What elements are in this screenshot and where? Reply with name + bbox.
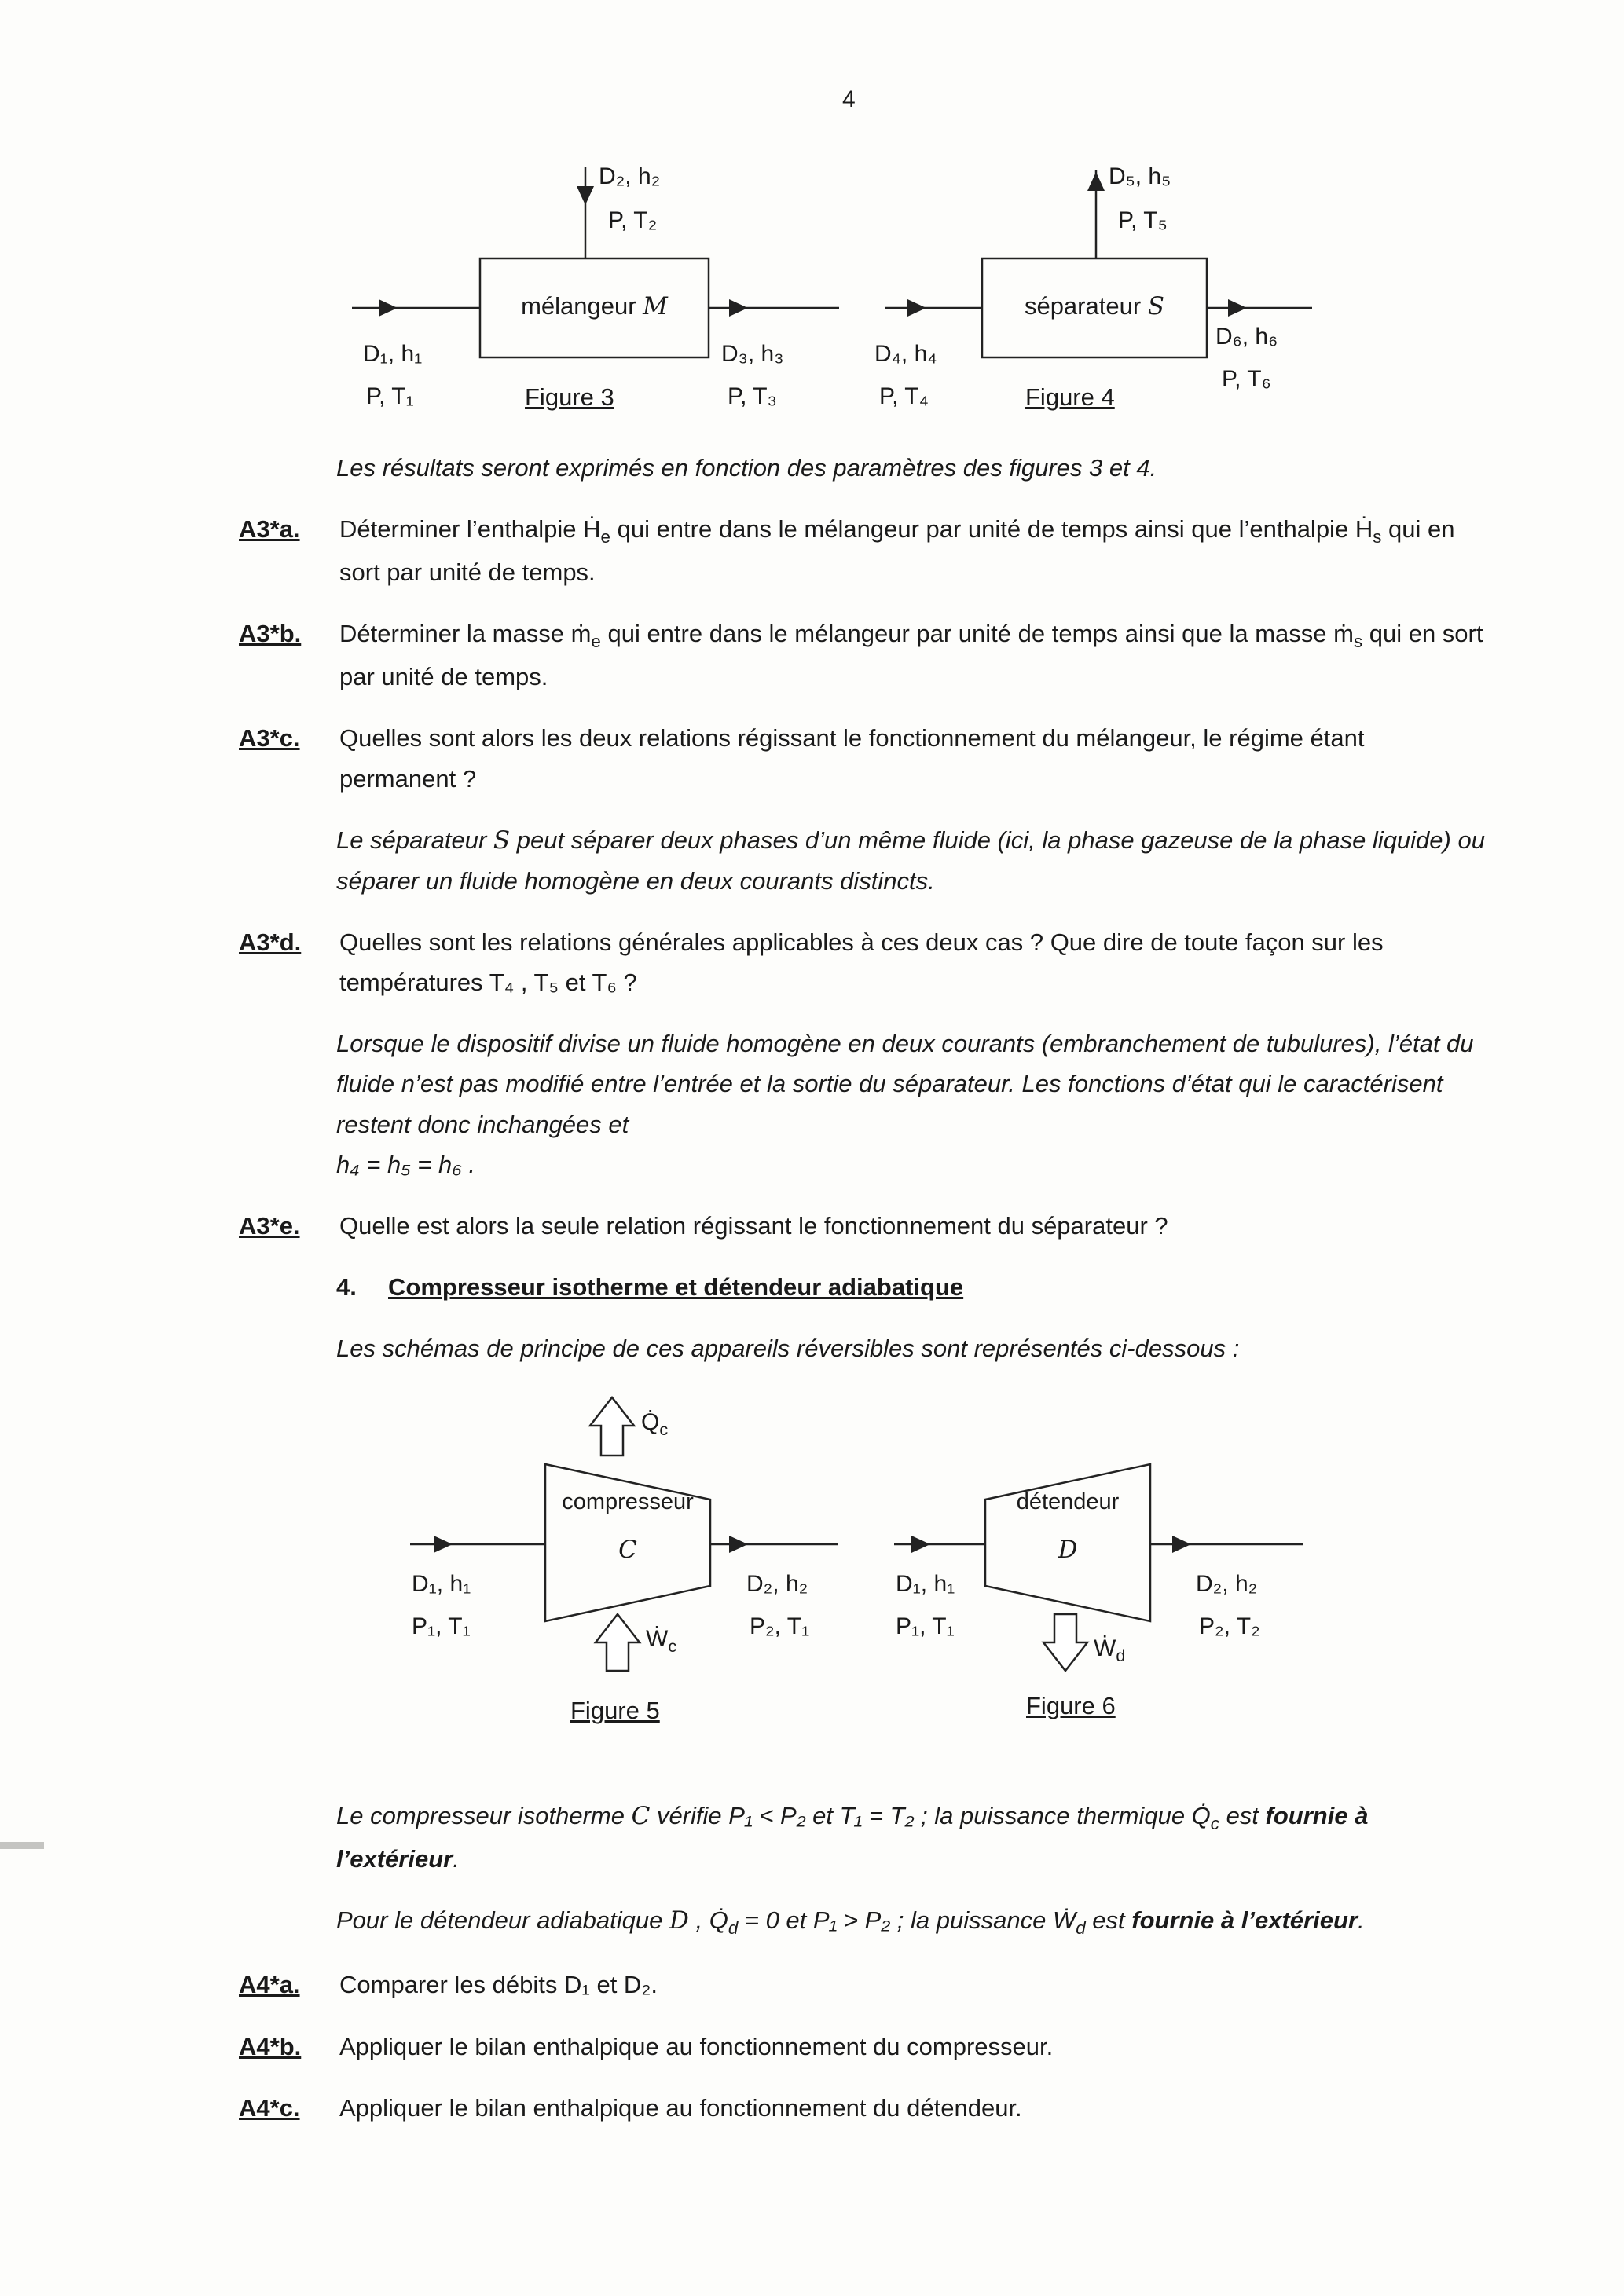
figure-5 <box>404 1390 844 1759</box>
heat-out-arrow-icon <box>590 1397 634 1456</box>
text-segment: Le compresseur isotherme <box>336 1802 632 1830</box>
text-segment: qui entre dans le mélangeur par unité de temps ainsi que l’enthalpie <box>610 515 1355 544</box>
text-segment: Lorsque le dispositif divise un fluide homogène en deux courants (embranchement de tubulures), l’état du fluide n’est pas modifié entre l’entrée et la sortie du séparateur. Les fonctions d’état qui le caractérisent restent donc inchangées et <box>336 1030 1474 1138</box>
stream-label: P, T₂ <box>608 207 658 233</box>
mass-flow-symbol: ṁ <box>570 620 592 648</box>
emphasis-text: fournie à l’extérieur <box>1131 1906 1358 1935</box>
subscript: e <box>591 632 601 652</box>
text-segment: Déterminer l’enthalpie <box>339 515 584 544</box>
scan-artifact-mark <box>0 1842 44 1849</box>
arrow-right-icon <box>729 1536 748 1553</box>
note-embranchement <box>336 1023 1485 1185</box>
work-in-arrow-icon <box>596 1614 640 1671</box>
intro-note: Les résultats seront exprimés en fonction des paramètres des figures 3 et 4. <box>336 454 1157 482</box>
question-text: Quelle est alors la seule relation régissant le fonctionnement du séparateur ? <box>339 1211 1168 1240</box>
question-label: A4*a. <box>239 1971 300 1999</box>
figure-3 <box>330 153 849 424</box>
note-schemas: Les schémas de principe de ces appareils réversibles sont représentés ci-dessous : <box>336 1335 1240 1363</box>
text-segment: , <box>688 1906 709 1935</box>
work-out-arrow-icon <box>1043 1614 1087 1671</box>
mass-flow-symbol: ṁ <box>1333 620 1354 648</box>
figure-6-diagram <box>891 1390 1378 1759</box>
arrow-right-icon <box>379 299 398 317</box>
para-detendeur <box>336 1900 1460 1943</box>
enthalpy-formula: h₄ = h₅ = h₆ . <box>336 1150 475 1178</box>
question-label: A3*e. <box>239 1211 300 1240</box>
arrow-down-icon <box>577 186 594 205</box>
question-label: A3*d. <box>239 928 302 956</box>
question-a4c <box>239 2088 1485 2128</box>
subscript: c <box>659 1419 669 1440</box>
figure-4 <box>868 153 1340 424</box>
text-segment: qui en sort par unité de temps. <box>339 620 1483 691</box>
page-number: 4 <box>842 86 856 112</box>
subscript: d <box>1116 1646 1126 1666</box>
stream-label: D₃, h₃ <box>721 341 784 367</box>
section-4-heading <box>336 1267 1485 1307</box>
stream-label: P₁, T₁ <box>896 1613 955 1640</box>
stream-label: P₂, T₁ <box>750 1613 810 1640</box>
stream-label: D₅, h₅ <box>1109 163 1171 189</box>
note-separateur <box>336 820 1485 901</box>
stream-label: P, T₅ <box>1118 207 1168 233</box>
arrow-right-icon <box>911 1536 930 1553</box>
work-power-label <box>646 1625 676 1657</box>
stream-label: D₄, h₄ <box>874 341 937 367</box>
enthalpy-flow-symbol: Ḣ <box>583 515 601 544</box>
heat-power-label <box>641 1408 668 1440</box>
text-segment: . <box>453 1845 460 1873</box>
question-a3b <box>239 613 1485 697</box>
stream-label: D₂, h₂ <box>746 1571 808 1598</box>
question-a3c <box>239 718 1485 798</box>
figures-5-6-row <box>239 1390 1485 1774</box>
subscript: c <box>668 1636 677 1657</box>
text-segment: . <box>1357 1906 1365 1935</box>
stream-label: D₂, h₂ <box>1196 1571 1258 1598</box>
text-column <box>239 448 1485 2149</box>
work-symbol: Ẇ <box>1052 1906 1076 1935</box>
text-segment: est <box>1085 1906 1132 1935</box>
arrow-right-icon <box>1172 1536 1191 1553</box>
stream-label: P, T₆ <box>1222 366 1271 392</box>
section-number: 4. <box>336 1273 357 1301</box>
question-text: Quelles sont alors les deux relations régissant le fonctionnement du mélangeur, le régime étant permanent ? <box>339 724 1365 793</box>
stream-label: D₆, h₆ <box>1215 324 1278 350</box>
heat-symbol: Q̇ <box>709 1906 728 1935</box>
arrow-right-icon <box>729 299 748 317</box>
emphasis-text: fournie à l’extérieur <box>336 1802 1369 1873</box>
machine-symbol: M <box>643 292 668 320</box>
machine-symbol: D <box>669 1906 689 1935</box>
stream-label: D₂, h₂ <box>599 163 661 189</box>
text-segment: est <box>1219 1802 1266 1830</box>
compresseur-name: compresseur <box>562 1489 694 1515</box>
detendeur-name: détendeur <box>1016 1489 1120 1515</box>
figure-6 <box>891 1390 1378 1759</box>
question-label: A3*c. <box>239 724 300 753</box>
arrow-right-icon <box>907 299 926 317</box>
melangeur-label <box>480 291 709 321</box>
heat-symbol: Q̇ <box>641 1409 660 1436</box>
stream-label: D₁, h₁ <box>896 1571 955 1598</box>
machine-symbol: S <box>493 826 511 855</box>
stream-label: P, T₃ <box>728 383 777 409</box>
arrow-right-icon <box>434 1536 453 1553</box>
machine-symbol: C <box>631 1802 651 1831</box>
figure-3-caption: Figure 3 <box>525 383 614 411</box>
question-label: A4*b. <box>239 2032 302 2060</box>
para-compresseur <box>336 1796 1460 1879</box>
question-a4a <box>239 1965 1485 2005</box>
text-segment: Le séparateur <box>336 826 493 854</box>
machine-name: mélangeur <box>521 292 636 320</box>
stream-label: D₁, h₁ <box>412 1571 471 1598</box>
text-segment: qui entre dans le mélangeur par unité de temps ainsi que la masse <box>600 620 1334 648</box>
subscript: d <box>1076 1918 1086 1939</box>
figure-5-caption: Figure 5 <box>570 1697 660 1725</box>
arrow-right-icon <box>1228 299 1247 317</box>
question-a4b <box>239 2027 1485 2067</box>
stream-label: P, T₄ <box>879 383 929 409</box>
heat-symbol: Q̇ <box>1191 1802 1211 1830</box>
detendeur-symbol: D <box>1058 1536 1078 1565</box>
question-text <box>339 509 1485 592</box>
question-a3d <box>239 922 1485 1002</box>
text-segment: Pour le détendeur adiabatique <box>336 1906 669 1935</box>
subscript: s <box>1373 527 1382 547</box>
separateur-label <box>982 291 1207 321</box>
question-text: Appliquer le bilan enthalpique au fonctionnement du détendeur. <box>339 2093 1022 2122</box>
figure-6-caption: Figure 6 <box>1026 1692 1116 1720</box>
text-segment: peut séparer deux phases d’un même fluide (ici, la phase gazeuse de la phase liquide) ou séparer un fluide homogène en deux courants distincts. <box>336 826 1485 895</box>
text-segment: Déterminer la masse <box>339 620 571 648</box>
work-symbol: Ẇ <box>1094 1635 1116 1662</box>
question-text: Comparer les débits D₁ et D₂. <box>339 1971 658 1999</box>
stream-label: P₂, T₂ <box>1199 1613 1260 1640</box>
question-label: A3*b. <box>239 620 302 648</box>
machine-symbol: S <box>1147 292 1165 320</box>
machine-name: séparateur <box>1024 292 1142 320</box>
work-power-label <box>1094 1635 1125 1666</box>
stream-label: P, T₁ <box>366 383 414 409</box>
subscript: s <box>1353 632 1363 652</box>
figure-4-caption: Figure 4 <box>1025 383 1115 411</box>
section-title: Compresseur isotherme et détendeur adiabatique <box>388 1273 964 1301</box>
enthalpy-flow-symbol: Ḣ <box>1355 515 1373 544</box>
subscript: c <box>1210 1814 1219 1834</box>
subscript: d <box>728 1918 739 1939</box>
subscript: e <box>600 527 610 547</box>
work-symbol: Ẇ <box>646 1626 669 1653</box>
arrow-up-icon <box>1087 172 1105 191</box>
question-text: Quelles sont les relations générales applicables à ces deux cas ? Que dire de toute façon sur les températures T₄ , T₅ et T₆ ? <box>339 928 1384 997</box>
text-segment: qui en sort par unité de temps. <box>339 515 1455 587</box>
stream-label: P₁, T₁ <box>412 1613 471 1640</box>
question-a3a <box>239 509 1485 592</box>
text-segment: vérifie P₁ < P₂ et T₁ = T₂ ; la puissance thermique <box>650 1802 1192 1830</box>
question-a3e <box>239 1206 1485 1246</box>
compresseur-symbol: C <box>618 1536 637 1565</box>
question-text: Appliquer le bilan enthalpique au fonctionnement du compresseur. <box>339 2032 1054 2060</box>
text-segment: = 0 et P₁ > P₂ ; la puissance <box>738 1906 1053 1935</box>
question-label: A4*c. <box>239 2093 300 2122</box>
question-text <box>339 613 1485 697</box>
stream-label: D₁, h₁ <box>363 341 423 367</box>
question-label: A3*a. <box>239 515 300 544</box>
